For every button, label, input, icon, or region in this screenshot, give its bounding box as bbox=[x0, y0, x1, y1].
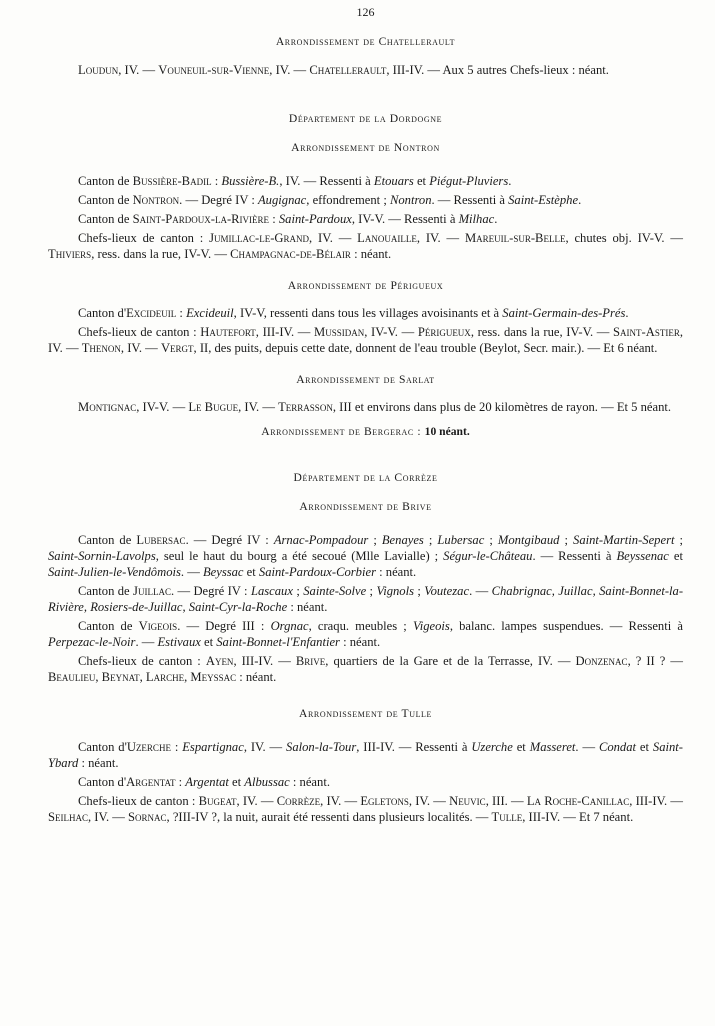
paragraph-chefs-lieux-nontron: Chefs-lieux de canton : Jumillac-le-Grand, IV. — Lanouaille, IV. — Mareuil-sur-Belle, chutes obj. IV-V. — Thiviers, ress. dans la rue, IV-V. — Champagnac-de-Bélair : néant. bbox=[48, 231, 683, 261]
heading-departement-correze: Département de la Corrèze bbox=[293, 471, 438, 484]
paragraph-canton-excideuil: Canton d'Excideuil : Excideuil, IV-V, ressenti dans tous les villages avoisinants et à Saint-Germain-des-Prés. bbox=[78, 306, 629, 320]
paragraph-canton-juillac: Canton de Juillac. — Degré IV : Lascaux ; Sainte-Solve ; Vignols ; Voutezac. — Chabrignac, Juillac, Saint-Bonnet-la-Rivière, Rosiers-de-Juillac, Saint-Cyr-la-Roche : néant. bbox=[48, 584, 684, 614]
paragraph-chatellerault: Loudun, IV. — Vouneuil-sur-Vienne, IV. — Chatellerault, III-IV. — Aux 5 autres Chefs-lieux : néant. bbox=[78, 63, 609, 77]
paragraph-canton-saint-pardoux: Canton de Saint-Pardoux-la-Rivière : Saint-Pardoux, IV-V. — Ressenti à Milhac. bbox=[78, 212, 498, 226]
paragraph-canton-uzerche: Canton d'Uzerche : Espartignac, IV. — Salon-la-Tour, III-IV. — Ressenti à Uzerche et Masseret. — Condat et Saint-Ybard : néant. bbox=[48, 740, 683, 770]
paragraph-chefs-lieux-tulle: Chefs-lieux de canton : Bugeat, IV. — Corrèze, IV. — Egletons, IV. — Neuvic, III. — La Roche-Canillac, III-IV. — Seilhac, IV. — Sornac, ?III-IV ?, la nuit, aurait été ressenti dans plusieurs localités. — Tulle, III-IV. — Et 7 néant. bbox=[48, 794, 683, 824]
paragraph-canton-vigeois: Canton de Vigeois. — Degré III : Orgnac, craqu. meubles ; Vigeois, balanc. lampes suspendues. — Ressenti à Perpezac-le-Noir. — Estivaux et Saint-Bonnet-l'Enfantier : néant. bbox=[48, 619, 683, 649]
paragraph-canton-bussiere-badil: Canton de Bussière-Badil : Bussière-B., IV. — Ressenti à Etouars et Piégut-Pluviers. bbox=[78, 174, 512, 188]
heading-arrondissement-chatellerault: Arrondissement de Chatellerault bbox=[275, 35, 456, 48]
heading-arrondissement-tulle: Arrondissement de Tulle bbox=[298, 707, 433, 720]
heading-arrondissement-perigueux: Arrondissement de Périgueux bbox=[287, 279, 444, 292]
paragraph-canton-nontron: Canton de Nontron. — Degré IV : Augignac, effondrement ; Nontron. — Ressenti à Saint-Estèphe. bbox=[78, 193, 582, 207]
heading-arrondissement-bergerac: Arrondissement de Bergerac : 10 néant. bbox=[261, 425, 470, 438]
page-number: 126 bbox=[356, 5, 375, 19]
heading-departement-dordogne: Département de la Dordogne bbox=[288, 112, 443, 125]
paragraph-chefs-lieux-brive: Chefs-lieux de canton : Ayen, III-IV. — Brive, quartiers de la Gare et de la Terrasse, IV. — Donzenac, ? II ? — Beaulieu, Beynat, Larche, Meyssac : néant. bbox=[48, 654, 684, 684]
paragraph-sarlat: Montignac, IV-V. — Le Bugue, IV. — Terrasson, III et environs dans plus de 20 kilomètres de rayon. — Et 5 néant. bbox=[78, 400, 672, 414]
heading-arrondissement-brive: Arrondissement de Brive bbox=[299, 500, 432, 513]
paragraph-canton-lubersac: Canton de Lubersac. — Degré IV : Arnac-Pompadour ; Benayes ; Lubersac ; Montgibaud ; Saint-Martin-Sepert ; Saint-Sornin-Lavolps, seul le haut du bourg a été secoué (Mlle Lavialle) ; Ségur-le-Château. — Ressenti à Beyssenac et Saint-Julien-le-Vendômois. — Beyssac et Saint-Pardoux-Corbier : néant. bbox=[48, 533, 684, 579]
heading-arrondissement-nontron: Arrondissement de Nontron bbox=[291, 141, 440, 154]
heading-arrondissement-sarlat: Arrondissement de Sarlat bbox=[296, 373, 435, 386]
paragraph-chefs-lieux-perigueux: Chefs-lieux de canton : Hautefort, III-IV. — Mussidan, IV-V. — Périgueux, ress. dans la rue, IV-V. — Saint-Astier, IV. — Thenon, IV. — Vergt, II, des puits, depuis cette date, donnent de l'eau trouble (Beylot, Secr. mair.). — Et 6 néant. bbox=[48, 325, 683, 355]
paragraph-canton-argentat: Canton d'Argentat : Argentat et Albussac : néant. bbox=[78, 775, 330, 789]
